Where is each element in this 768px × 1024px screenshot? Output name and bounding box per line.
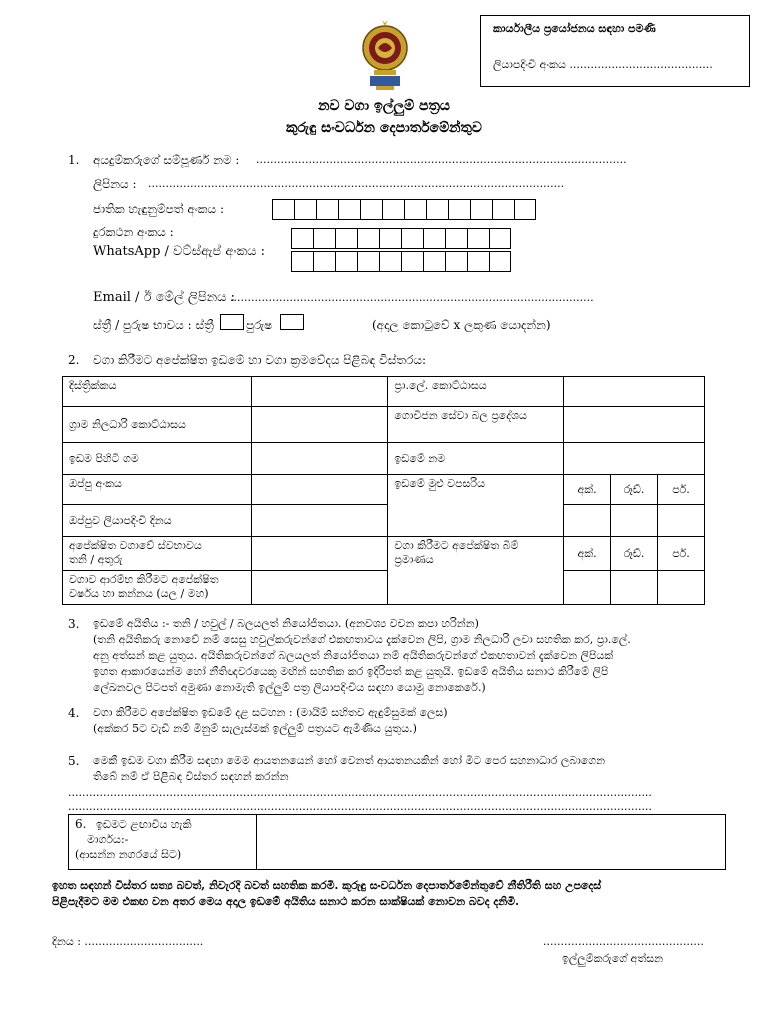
- address-label: ලිපිනය :: [93, 177, 137, 191]
- date-field[interactable]: දිනය : ..................................: [52, 935, 204, 948]
- agrarian-input[interactable]: [564, 407, 705, 443]
- signature-field[interactable]: ..............................................: [543, 935, 704, 948]
- cultivation-type-line1: අපේක්ෂිත වගාවේ ස්වභාවය: [69, 539, 202, 552]
- season-line2: වර්ෂය හා කන්නය (යල / මහ): [69, 587, 209, 600]
- digit-box[interactable]: [357, 228, 379, 249]
- digit-box[interactable]: [489, 251, 511, 272]
- sketch-line: වගා කිරීමට අපේක්ෂිත ඉඩමේ දළ සටහන : (මායිම් සහිතව ඇඳුම්සුමක් ලෙස): [93, 706, 448, 719]
- national-emblem-icon: [362, 18, 408, 96]
- ownership-note: ඉහත ආකාරයෙන්ම හෝ නීතිඥවරයෙකු මඟින් සහතික කර ඉදිරිපත් කළ යුතුයි. ඉඩමේ අයිතිය සනාථ කිරීමේ ලිපි: [93, 665, 609, 678]
- subsidy-line: මෙකී ඉඩම වගා කිරීම සඳහා මෙම ආයතනයෙන් හෝ වෙනත් ආයතනයකින් හෝ මීට පෙර සහනාධාර ලබාගෙන: [93, 754, 606, 767]
- digit-box[interactable]: [313, 251, 335, 272]
- perch-label: පර්.: [658, 537, 705, 571]
- season-input[interactable]: [251, 571, 388, 605]
- village-input[interactable]: [251, 443, 388, 475]
- digit-box[interactable]: [514, 199, 536, 220]
- access-route-line2: මාර්ගය:-: [87, 833, 129, 846]
- digit-box[interactable]: [379, 251, 401, 272]
- digit-box[interactable]: [294, 199, 316, 220]
- digit-box[interactable]: [470, 199, 492, 220]
- deed-date-label: ඔප්පුව ලියාපදිංචි දිනය: [63, 505, 252, 537]
- digit-box[interactable]: [404, 199, 426, 220]
- cultivation-type-label: [63, 537, 252, 571]
- table-row: [63, 475, 705, 505]
- subsidy-section: [93, 753, 733, 785]
- digit-box[interactable]: [445, 228, 467, 249]
- rood-label: රූඩ්.: [611, 475, 658, 505]
- subsidy-input[interactable]: .......................................................................................................................................................................: [68, 786, 652, 799]
- digit-box[interactable]: [467, 251, 489, 272]
- digit-box[interactable]: [492, 199, 514, 220]
- subsidy-input[interactable]: .......................................................................................................................................................................: [68, 800, 652, 813]
- applicant-name-label: අයදුම්කරුගේ සම්පූර්ණ නම :: [93, 153, 240, 167]
- digit-box[interactable]: [445, 251, 467, 272]
- digit-box[interactable]: [313, 228, 335, 249]
- office-use-box: [480, 15, 750, 87]
- digit-box[interactable]: [448, 199, 470, 220]
- nic-label: ජාතික හැඳුනුම්පත් අංකය :: [93, 202, 225, 216]
- department-title: කුරුඳු සංවර්ධන දෙපාර්තමේන්තුව: [286, 120, 482, 136]
- table-row: [63, 407, 705, 443]
- planting-area-line1: වගා කිරීමට අපේක්ෂිත බිම්: [394, 539, 519, 552]
- signature-label: ඉල්ලුම්කරුගේ අත්සන: [562, 952, 664, 965]
- land-name-input[interactable]: [564, 443, 705, 475]
- section-6-number: 6.: [75, 817, 87, 831]
- email-label: Email / ඊ මේල් ලිපිනය :: [93, 290, 236, 305]
- male-label: පුරුෂ: [246, 318, 273, 332]
- digit-box[interactable]: [272, 199, 294, 220]
- access-route-input[interactable]: [256, 815, 725, 870]
- section-4-number: 4.: [68, 706, 80, 720]
- section-1-number: 1.: [68, 153, 80, 167]
- planting-area-line2: ප්‍රමාණය: [394, 553, 434, 566]
- digit-box[interactable]: [382, 199, 404, 220]
- deed-no-label: ඔප්පු අංකය: [63, 475, 252, 505]
- cultivation-type-line2: තනි / අතුරු: [69, 553, 123, 566]
- land-name-label: ඉඩමේ නම: [388, 443, 564, 475]
- district-input[interactable]: [251, 377, 388, 407]
- sketch-note: (අක්කර 5ට වැඩි නම් මිනුම් සැලැස්මක් ඉල්ලුම් පත්‍රයට ඇමිණිය යුතුය.): [93, 722, 417, 735]
- season-label: [63, 571, 252, 605]
- gn-division-label: ග්‍රාම නිලධාරි කොට්ඨාසය: [63, 407, 252, 443]
- address-input[interactable]: .......................................................................................................................: [148, 177, 565, 190]
- table-row: [63, 443, 705, 475]
- ownership-line: ඉඩමේ අයිතිය :- තනි / හවුල් / බලයලත් නියෝජිතයා. (අනවශ්‍ය වචන කපා හරින්න): [93, 617, 479, 630]
- ds-division-label: ප්‍රා.ලේ. කොට්ඨාසය: [388, 377, 564, 407]
- digit-box[interactable]: [335, 251, 357, 272]
- whatsapp-boxes[interactable]: [291, 251, 511, 272]
- section-2-number: 2.: [68, 353, 80, 367]
- digit-box[interactable]: [426, 199, 448, 220]
- phone-label: දුරකථන අංකය :: [93, 225, 174, 239]
- access-route-line1: ඉඩමට ළඟාවිය හැකි: [95, 818, 192, 831]
- rood-input[interactable]: [611, 505, 658, 537]
- ownership-note: (තනි අයිතිකරු නොවේ නම් සෙසු හවුල්කරුවන්ගේ එකඟතාවය දැක්වෙන ලිපි, ග්‍රාම නිලධාරි ලවා සහතික කර, ප්‍රා.ලේ.: [93, 633, 631, 646]
- ownership-section: [93, 616, 733, 696]
- declaration: [52, 878, 732, 910]
- deed-no-input[interactable]: [251, 475, 388, 505]
- table-row: [63, 571, 705, 605]
- whatsapp-label: WhatsApp / වට්ස්ඇප් අංකය :: [93, 244, 266, 259]
- season-line1: වගාව ආරම්භ කිරීමට අපේක්ෂිත: [69, 573, 219, 586]
- digit-box[interactable]: [357, 251, 379, 272]
- nic-boxes[interactable]: [272, 199, 536, 220]
- section-2-heading: වගා කිරීමට අපේක්ෂිත ඉඩමේ හා වගා ක්‍රමවේදය පිළිබඳ විස්තරය:: [93, 353, 427, 367]
- planting-area-label: [388, 537, 564, 605]
- total-area-label: ඉඩමේ මුළු වපසරිය: [388, 475, 564, 537]
- digit-box[interactable]: [489, 228, 511, 249]
- access-route-label: [69, 815, 257, 870]
- rood-label: රූඩ්.: [611, 537, 658, 571]
- acre-label: අක්.: [564, 475, 611, 505]
- applicant-name-input[interactable]: ..........................................................................................................: [256, 153, 627, 166]
- agrarian-label: ගොවිජන සේවා බල ප්‍රදේශය: [388, 407, 564, 443]
- gender-note: (අදාල කොටුවේ x ලකුණ යොදන්න): [372, 318, 551, 332]
- cultivation-type-input[interactable]: [251, 537, 388, 571]
- sketch-section: [93, 705, 733, 737]
- table-row: [69, 815, 726, 870]
- office-use-title: කාර්යාලීය ප්‍රයෝජනය සඳහා පමණි: [493, 22, 656, 35]
- access-route-line3: (ආසන්න නගරයේ සිට): [75, 848, 182, 861]
- digit-box[interactable]: [335, 228, 357, 249]
- access-route-table: [68, 814, 726, 870]
- perch-label: පර්.: [658, 475, 705, 505]
- district-label: දිස්ත්‍රික්කය: [63, 377, 252, 407]
- digit-box[interactable]: [379, 228, 401, 249]
- email-input[interactable]: ........................................................................................................: [230, 291, 594, 304]
- table-row: [63, 537, 705, 571]
- digit-box[interactable]: [401, 228, 423, 249]
- acre-input[interactable]: [564, 571, 611, 605]
- acre-input[interactable]: [564, 505, 611, 537]
- perch-input[interactable]: [658, 571, 705, 605]
- table-row: [63, 377, 705, 407]
- male-checkbox[interactable]: [280, 314, 304, 330]
- digit-box[interactable]: [338, 199, 360, 220]
- digit-box[interactable]: [467, 228, 489, 249]
- digit-box[interactable]: [423, 228, 445, 249]
- registration-number-field[interactable]: ලියාපදිංචි අංකය .........................................: [493, 58, 713, 71]
- digit-box[interactable]: [423, 251, 445, 272]
- deed-date-input[interactable]: [251, 505, 388, 537]
- section-3-number: 3.: [68, 617, 80, 631]
- form-title: නව වගා ඉල්ලුම් පත්‍රය: [318, 98, 450, 114]
- phone-boxes[interactable]: [291, 228, 511, 249]
- ownership-note: අනු අත්සන් කළ යුතුය. අයිතිකරුවන්ගේ බලයලත් නියෝජිතයා නම් අයිතිකරුවන්ගේ එකඟතාවන් දැක්වෙන ලිපියක්: [93, 649, 614, 662]
- gn-division-input[interactable]: [251, 407, 388, 443]
- declaration-line: ඉහත සඳහන් විස්තර සත්‍ය බවත්, නිවැරදි බවත් සහතික කරමි. කුරුඳු සංවර්ධන දෙපාර්තමේන්තුවේ නීතිරීති සහ උපදෙස්: [52, 879, 602, 892]
- digit-box[interactable]: [291, 228, 313, 249]
- section-5-number: 5.: [68, 754, 80, 768]
- acre-label: අක්.: [564, 537, 611, 571]
- ds-division-input[interactable]: [564, 377, 705, 407]
- female-checkbox[interactable]: [220, 314, 244, 330]
- perch-input[interactable]: [658, 505, 705, 537]
- digit-box[interactable]: [360, 199, 382, 220]
- rood-input[interactable]: [611, 571, 658, 605]
- digit-box[interactable]: [291, 251, 313, 272]
- digit-box[interactable]: [316, 199, 338, 220]
- gender-label: ස්ත්‍රී / පුරුෂ භාවය : ස්ත්‍රී: [93, 318, 214, 332]
- ownership-note: ලේඛනවල පිටපත් අමුණා නොමැති ඉල්ලුම් පත්‍ර ලියාපදිංචිය සඳහා යොමු නොකෙරේ.): [93, 681, 486, 694]
- declaration-line: පිළිපැදීමට මම එකඟ වන අතර මෙය අදාල ඉඩමේ අයිතිය සනාථ කරන සාක්ෂියක් නොවන බවද දනිමි.: [52, 895, 519, 908]
- digit-box[interactable]: [401, 251, 423, 272]
- table-row: [63, 505, 705, 537]
- subsidy-line: තිබේ නම් ඒ පිළිබඳ විස්තර සඳහන් කරන්න: [93, 770, 289, 783]
- village-label: ඉඩම පිහිටි ගම: [63, 443, 252, 475]
- land-details-table: [62, 376, 705, 605]
